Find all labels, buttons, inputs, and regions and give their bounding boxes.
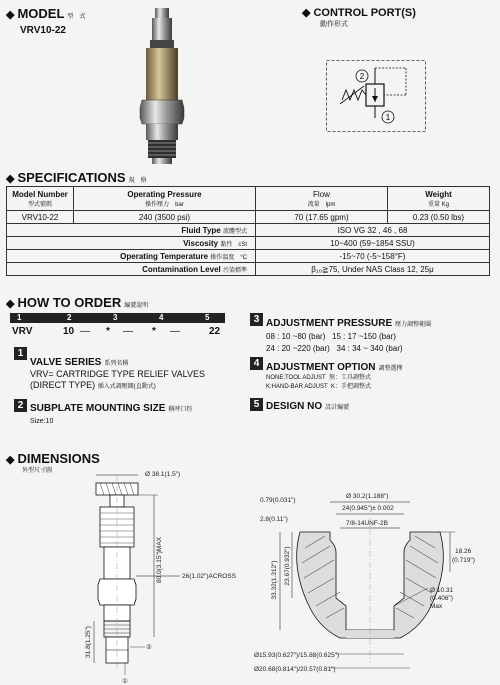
hdr-flow: Flow 流量 lpm: [256, 187, 388, 211]
diamond-icon: ◆: [302, 7, 311, 19]
fluid-label: Fluid Type 流體型式: [7, 224, 256, 237]
code-size: 10: [63, 326, 75, 337]
control-port-subtitle: 動作形式: [320, 21, 348, 28]
diamond-icon: ◆: [6, 9, 15, 21]
hdr-pressure: Operating Pressure 操作壓力 bar: [74, 187, 256, 211]
item-3-badge: 3: [250, 313, 263, 326]
specs-table: [6, 186, 490, 276]
cell-flow: 70 (17.65 gpm): [256, 211, 388, 224]
option-line-1: NONE:TOOL ADJUST 無：工具調整式: [266, 375, 372, 381]
body-length: 31.8(1.25"): [85, 626, 92, 658]
max-length: 80.0(3.15")MAX: [156, 536, 163, 584]
temperature-label: Operating Temperature 操作溫度 °C: [7, 250, 256, 263]
thread-spec: 7/8-14UNF-2B: [346, 520, 388, 527]
port-2-marker: ②: [146, 644, 152, 651]
valve-series-title: VALVE SERIES 系列名稱: [30, 357, 129, 368]
item-1-badge: 1: [14, 347, 27, 360]
control-port-title: ◆ CONTROL PORT(S): [302, 7, 416, 19]
temperature-value: -15~70 (-5~158°F): [256, 250, 490, 263]
order-num-5: 5: [205, 313, 210, 322]
item-4-badge: 4: [250, 357, 263, 370]
order-num-4: 4: [159, 313, 164, 322]
port-1-label: 1: [385, 113, 391, 122]
diamond-icon: ◆: [6, 298, 15, 310]
viscosity-label: Viscosity 黏性 cSt: [7, 237, 256, 250]
across-flats: 26(1.02")ACROSS: [182, 573, 236, 580]
code-dash-2: —: [123, 326, 133, 337]
viscosity-value: 10~400 (59~1854 SSU): [256, 237, 490, 250]
code-adjust: *: [106, 326, 110, 337]
fluid-value: ISO VG 32 , 46 , 68: [256, 224, 490, 237]
cell-weight: 0.23 (0.50 lbs): [388, 211, 490, 224]
dimensions-subtitle: 外型尺寸圖: [22, 468, 53, 474]
dim-2-8: 2.8(0.11"): [260, 516, 288, 523]
valve-series-line-1: VRV= CARTRIDGE TYPE RELIEF VALVES: [30, 369, 205, 379]
model-title: ◆ MODEL 型 式: [6, 6, 86, 21]
order-number-bar: [10, 313, 225, 323]
valve-photo: [128, 4, 198, 166]
valve-series-line-2: (DIRECT TYPE) 插入式調壓閥(直動式): [30, 380, 156, 390]
dim-30-2: Ø 30.2(1.188"): [346, 493, 389, 500]
port-2-label: 2: [359, 72, 365, 81]
dim-33-32: 33.32(1.312"): [271, 560, 278, 600]
hdr-weight: Weight 重量 Kg: [388, 187, 490, 211]
design-no-title: DESIGN NO 設計編號: [266, 401, 350, 412]
order-num-1: 1: [17, 313, 22, 322]
contamination-value: β₁₀≧75, Under NAS Class 12, 25μ: [256, 263, 490, 276]
cavity-dimension-drawing: [250, 488, 495, 683]
order-title: ◆ HOW TO ORDER 編號說明: [6, 295, 149, 310]
control-port-symbol: [326, 60, 426, 132]
code-design: 22: [209, 326, 221, 337]
adjust-pressure-title: ADJUSTMENT PRESSURE 壓力調整範圍: [266, 318, 432, 329]
dim-max: Max: [430, 603, 443, 610]
subplate-size: Size:10: [30, 418, 54, 425]
dimensions-title: ◆ DIMENSIONS: [6, 451, 100, 466]
cell-pressure: 240 (3500 psi): [74, 211, 256, 224]
contamination-label: Contamination Level 污染標準: [7, 263, 256, 276]
knob-diameter: Ø 38.1(1.5"): [145, 471, 181, 478]
dim-10-31: Ø 10.31: [430, 587, 454, 594]
dim-20-68: Ø20.68(0.814")/20.57(0.81"): [254, 666, 336, 673]
subplate-title: SUBPLATE MOUNTING SIZE 稱呼口徑: [30, 403, 193, 414]
cell-model: VRV10-22: [7, 211, 74, 224]
valve-dimension-drawing: [60, 465, 260, 685]
item-2-badge: 2: [14, 399, 27, 412]
diamond-icon: ◆: [6, 173, 15, 185]
specs-title: ◆ SPECIFICATIONS 規 格: [6, 170, 147, 185]
order-num-2: 2: [67, 313, 72, 322]
dim-23-67: 23.67(0.932"): [284, 546, 291, 586]
code-option: *: [152, 326, 156, 337]
order-num-3: 3: [113, 313, 118, 322]
adjust-option-title: ADJUSTMENT OPTION 調整選擇: [266, 362, 403, 373]
dim-15-93: Ø15.93(0.627")/15.88(0.625"): [254, 652, 340, 659]
dim-18-26-inch: (0.719"): [452, 557, 475, 564]
dim-24: 24(0.945")± 0.002: [342, 505, 394, 512]
code-dash-1: —: [80, 326, 90, 337]
code-series: VRV: [12, 326, 33, 337]
hdr-model: Model Number 型式號碼: [7, 187, 74, 211]
model-name: VRV10-22: [20, 25, 66, 36]
code-dash-3: —: [170, 326, 180, 337]
dim-18-26: 18.26: [455, 548, 472, 555]
dim-0-79: 0.79(0.031"): [260, 497, 296, 504]
option-line-2: K:HAND-BAR ADJUST K：手把調整式: [266, 384, 372, 390]
port-1-marker: ①: [122, 678, 128, 685]
adjust-line-1: 08 : 10 ~80 (bar) 15 : 17 ~150 (bar): [266, 332, 396, 341]
adjust-line-2: 24 : 20 ~220 (bar) 34 : 34 ~ 340 (bar): [266, 344, 403, 353]
diamond-icon: ◆: [6, 454, 15, 466]
item-5-badge: 5: [250, 398, 263, 411]
dim-10-31-inch: (0.406"): [430, 595, 453, 602]
